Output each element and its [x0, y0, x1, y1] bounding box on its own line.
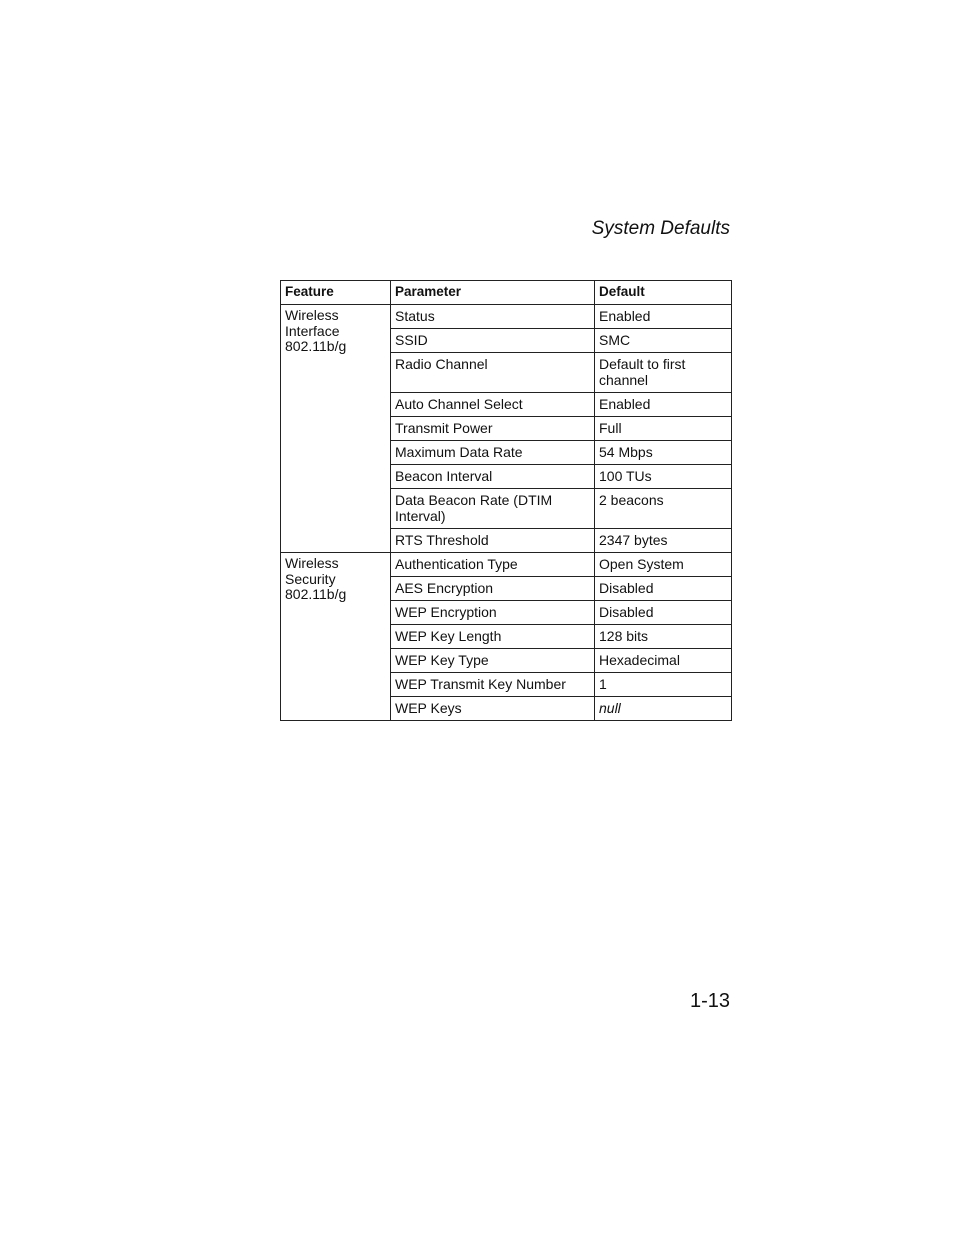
parameter-cell: Transmit Power: [391, 417, 595, 441]
default-cell: Disabled: [595, 601, 732, 625]
default-cell: null: [595, 697, 732, 721]
parameter-cell: Data Beacon Rate (DTIM Interval): [391, 489, 595, 529]
default-cell: Enabled: [595, 393, 732, 417]
default-cell: 2 beacons: [595, 489, 732, 529]
table-row: [281, 305, 732, 329]
parameter-cell: Status: [391, 305, 595, 329]
parameter-cell: Radio Channel: [391, 353, 595, 393]
parameter-cell: WEP Keys: [391, 697, 595, 721]
system-defaults-table: [280, 280, 732, 721]
parameter-cell: SSID: [391, 329, 595, 353]
default-cell: Hexadecimal: [595, 649, 732, 673]
parameter-cell: WEP Transmit Key Number: [391, 673, 595, 697]
table-header-row: [281, 281, 732, 305]
default-cell: Disabled: [595, 577, 732, 601]
default-cell: SMC: [595, 329, 732, 353]
feature-wireless-interface: Wireless Interface 802.11b/g: [281, 305, 391, 553]
default-cell: 100 TUs: [595, 465, 732, 489]
parameter-cell: RTS Threshold: [391, 529, 595, 553]
default-cell: Enabled: [595, 305, 732, 329]
parameter-cell: WEP Key Type: [391, 649, 595, 673]
parameter-cell: WEP Key Length: [391, 625, 595, 649]
default-cell: 54 Mbps: [595, 441, 732, 465]
header-parameter: Parameter: [391, 281, 595, 305]
parameter-cell: Authentication Type: [391, 553, 595, 577]
header-feature: Feature: [281, 281, 391, 305]
default-cell: 2347 bytes: [595, 529, 732, 553]
default-cell: Default to first channel: [595, 353, 732, 393]
parameter-cell: Beacon Interval: [391, 465, 595, 489]
parameter-cell: Auto Channel Select: [391, 393, 595, 417]
running-head: System Defaults: [591, 218, 730, 239]
default-cell: 1: [595, 673, 732, 697]
header-default: Default: [595, 281, 732, 305]
default-cell: Full: [595, 417, 732, 441]
feature-wireless-security: Wireless Security 802.11b/g: [281, 553, 391, 721]
page-number: 1-13: [689, 990, 730, 1012]
table-row: [281, 553, 732, 577]
parameter-cell: AES Encryption: [391, 577, 595, 601]
default-cell: Open System: [595, 553, 732, 577]
default-cell: 128 bits: [595, 625, 732, 649]
parameter-cell: Maximum Data Rate: [391, 441, 595, 465]
parameter-cell: WEP Encryption: [391, 601, 595, 625]
